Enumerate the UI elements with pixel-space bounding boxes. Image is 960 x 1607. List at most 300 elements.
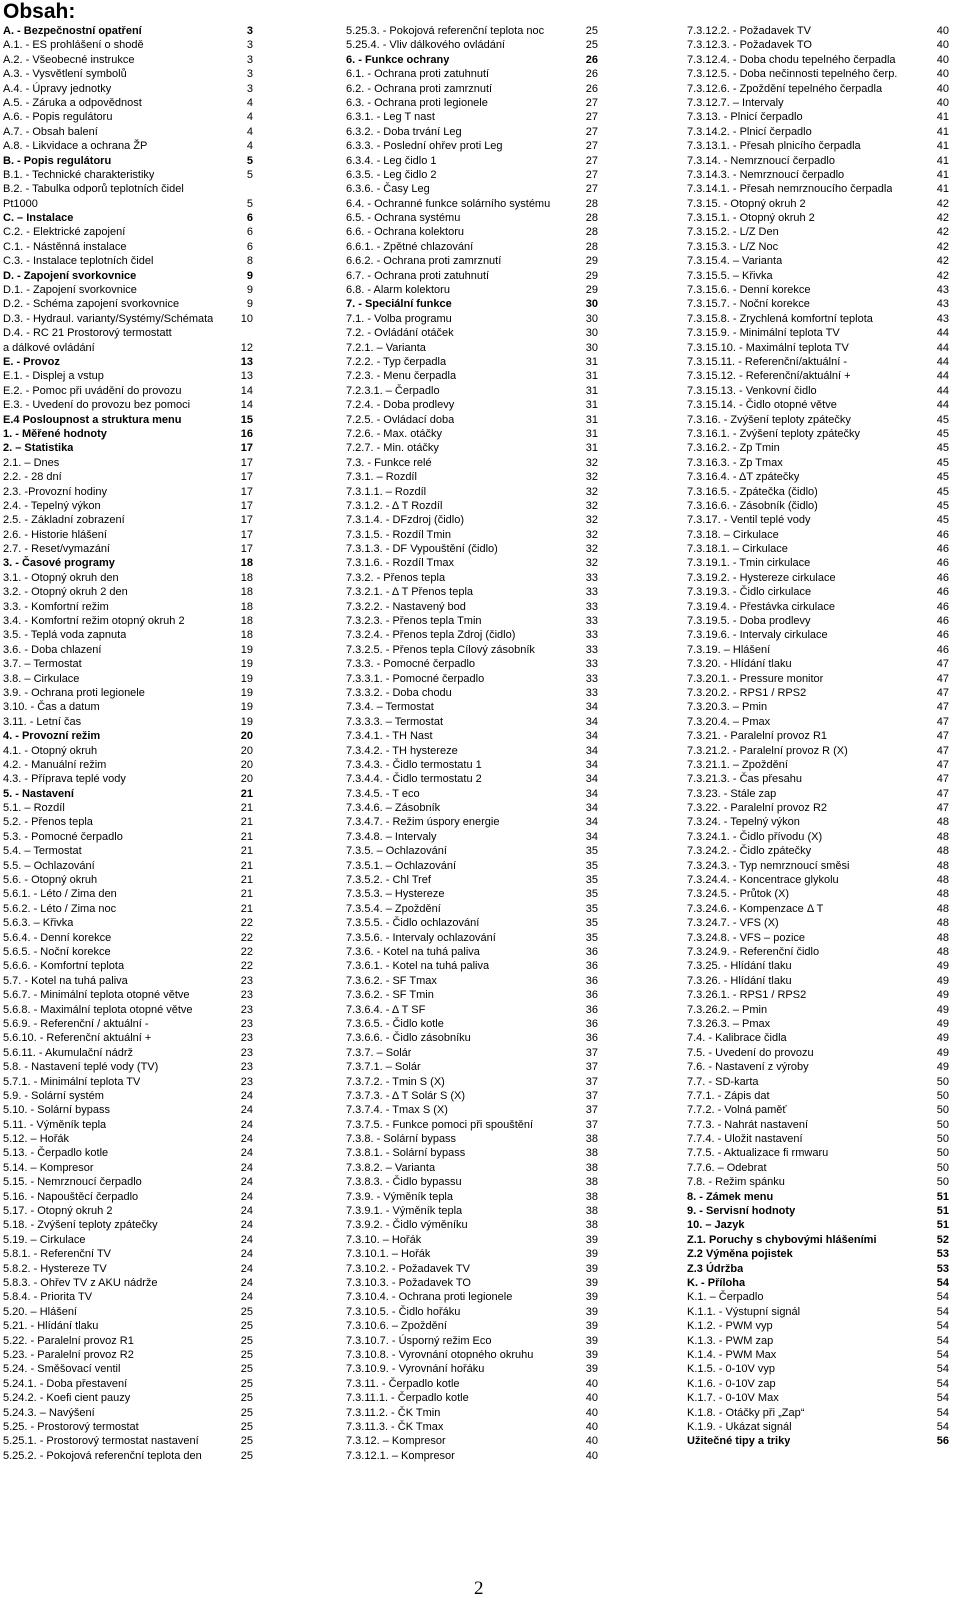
toc-entry-title: 7.3.5.2. - Chl Tref xyxy=(346,874,431,887)
toc-entry-title: 5.6.2. - Léto / Zima noc xyxy=(3,902,117,915)
toc-entry xyxy=(346,1348,598,1362)
toc-entry-title: 5.8.1. - Referenční TV xyxy=(3,1248,112,1261)
toc-entry xyxy=(346,916,598,930)
toc-entry xyxy=(346,974,598,988)
toc-entry xyxy=(346,628,598,642)
toc-entry-page: 25 xyxy=(240,1305,253,1318)
toc-entry-title: A.3. - Vysvětlení symbolů xyxy=(3,68,127,81)
toc-entry-page: 42 xyxy=(936,226,949,239)
toc-entry-title: 7.3.2.5. - Přenos tepla Cílový zásobník xyxy=(346,643,535,656)
toc-entry-title: 7.3.1. – Rozdíl xyxy=(346,471,417,484)
toc-entry-page: 28 xyxy=(585,197,598,210)
toc-entry-page: 46 xyxy=(936,528,949,541)
toc-entry-page: 44 xyxy=(936,327,949,340)
toc-entry xyxy=(346,873,598,887)
toc-entry-page: 39 xyxy=(585,1363,598,1376)
toc-entry-page: 49 xyxy=(936,1061,949,1074)
toc-entry-title: 7.3.17. - Ventil teplé vody xyxy=(687,514,811,527)
toc-entry xyxy=(3,859,253,873)
toc-entry xyxy=(3,1204,253,1218)
toc-entry-title: 7.3.16.2. - Zp Tmin xyxy=(687,442,780,455)
toc-entry xyxy=(3,887,253,901)
toc-entry-page: 50 xyxy=(936,1147,949,1160)
toc-entry xyxy=(687,959,949,973)
toc-entry xyxy=(687,1290,949,1304)
toc-entry-title: 7.3.12.7. – Intervaly xyxy=(687,96,784,109)
toc-entry-page: 49 xyxy=(936,989,949,1002)
toc-entry xyxy=(346,787,598,801)
toc-entry-page: 46 xyxy=(936,586,949,599)
toc-entry xyxy=(687,600,949,614)
page-title: Obsah: xyxy=(3,0,76,23)
toc-entry-title: D.2. - Schéma zapojení svorkovnice xyxy=(3,298,180,311)
toc-entry-title: K.1.9. - Ukázat signál xyxy=(687,1420,792,1433)
toc-entry xyxy=(3,873,253,887)
toc-entry-page: 50 xyxy=(936,1118,949,1131)
toc-entry-page: 41 xyxy=(936,140,949,153)
toc-entry-title: 7.3.10.4. - Ochrana proti legionele xyxy=(346,1291,513,1304)
toc-entry-page: 41 xyxy=(936,111,949,124)
toc-entry-page: 31 xyxy=(585,370,598,383)
toc-entry xyxy=(346,1218,598,1232)
toc-entry-title: 2.5. - Základní zobrazení xyxy=(3,514,125,527)
toc-entry-page: 21 xyxy=(240,830,253,843)
toc-entry xyxy=(346,139,598,153)
toc-entry-page: 47 xyxy=(936,787,949,800)
toc-entry-page: 38 xyxy=(585,1219,598,1232)
toc-entry xyxy=(346,1103,598,1117)
toc-entry xyxy=(687,240,949,254)
toc-entry-page: 17 xyxy=(240,543,253,556)
toc-entry-title: 7.3.10.3. - Požadavek TO xyxy=(346,1276,471,1289)
toc-entry-page: 40 xyxy=(936,53,949,66)
toc-entry xyxy=(346,355,598,369)
toc-entry xyxy=(346,585,598,599)
toc-entry-title: 7.3.1.1. – Rozdíl xyxy=(346,485,427,498)
toc-entry-page: 33 xyxy=(585,658,598,671)
toc-entry xyxy=(346,110,598,124)
toc-entry-title: K.1.6. - 0-10V zap xyxy=(687,1377,776,1390)
toc-entry-page: 25 xyxy=(240,1363,253,1376)
toc-entry-page: 39 xyxy=(585,1348,598,1361)
toc-entry xyxy=(346,715,598,729)
toc-entry-title: 7.7.3. - Nahrát nastavení xyxy=(687,1118,809,1131)
toc-entry-page: 27 xyxy=(585,96,598,109)
toc-entry-title: 5.10. - Solární bypass xyxy=(3,1104,111,1117)
toc-entry-page: 47 xyxy=(936,758,949,771)
toc-entry xyxy=(346,1175,598,1189)
toc-entry-title: 7.3.3.3. – Termostat xyxy=(346,715,444,728)
toc-entry-page: 29 xyxy=(585,255,598,268)
toc-entry-page: 24 xyxy=(240,1291,253,1304)
toc-entry-title: 7.3.15.13. - Venkovní čidlo xyxy=(687,384,817,397)
toc-entry-page: 18 xyxy=(240,629,253,642)
toc-entry xyxy=(687,456,949,470)
toc-entry-title: 10. – Jazyk xyxy=(687,1219,745,1232)
toc-entry-title: 7.3.15.1. - Otopný okruh 2 xyxy=(687,212,815,225)
toc-entry-title: 7.3.1.6. - Rozdíl Tmax xyxy=(346,557,455,570)
toc-entry xyxy=(346,312,598,326)
toc-entry xyxy=(346,1031,598,1045)
toc-entry-title: 7.3.2.1. - Δ T Přenos tepla xyxy=(346,586,473,599)
toc-entry-page: 36 xyxy=(585,1017,598,1030)
toc-entry-page: 39 xyxy=(585,1305,598,1318)
toc-entry-page: 27 xyxy=(585,125,598,138)
toc-entry-page: 31 xyxy=(585,442,598,455)
toc-entry-page: 39 xyxy=(585,1334,598,1347)
toc-entry-page: 33 xyxy=(585,571,598,584)
toc-entry-title: 6.3.3. - Poslední ohřev proti Leg xyxy=(346,140,503,153)
toc-entry-title: 7.3.26.3. – Pmax xyxy=(687,1017,771,1030)
toc-entry xyxy=(346,341,598,355)
toc-entry-page: 46 xyxy=(936,571,949,584)
toc-entry-page: 49 xyxy=(936,974,949,987)
toc-entry xyxy=(346,1319,598,1333)
toc-entry xyxy=(3,211,253,225)
toc-entry xyxy=(346,1146,598,1160)
toc-entry-title: K.1.3. - PWM zap xyxy=(687,1334,774,1347)
toc-entry xyxy=(687,1420,949,1434)
toc-entry-title: A.1. - ES prohlášení o shodě xyxy=(3,39,144,52)
toc-entry-title: 6.3.6. - Časy Leg xyxy=(346,183,430,196)
toc-entry-title: 7.3.1.5. - Rozdíl Tmin xyxy=(346,528,451,541)
toc-entry-title: 7.3.2.2. - Nastavený bod xyxy=(346,600,466,613)
toc-entry xyxy=(346,211,598,225)
toc-entry-page: 39 xyxy=(585,1276,598,1289)
toc-entry-title: 7.7.6. – Odebrat xyxy=(687,1161,767,1174)
toc-entry-page: 50 xyxy=(936,1075,949,1088)
toc-entry-page: 21 xyxy=(240,802,253,815)
toc-entry xyxy=(346,1118,598,1132)
toc-entry-page: 43 xyxy=(936,298,949,311)
toc-entry-page: 17 xyxy=(240,456,253,469)
toc-entry-title: 7.7.1. - Zápis dat xyxy=(687,1089,770,1102)
toc-entry-page: 40 xyxy=(585,1449,598,1462)
toc-entry-title: 7.3.6.2. - SF Tmax xyxy=(346,974,437,987)
toc-entry-page: 40 xyxy=(936,96,949,109)
toc-entry xyxy=(346,959,598,973)
toc-entry-page: 38 xyxy=(585,1190,598,1203)
toc-entry-page: 47 xyxy=(936,730,949,743)
toc-entry-title: 7.3.4.6. – Zásobník xyxy=(346,802,441,815)
toc-entry-page: 6 xyxy=(246,240,253,253)
toc-column-1 xyxy=(3,24,253,1463)
toc-entry-page: 17 xyxy=(240,471,253,484)
toc-entry-title: 7.3.11.1. - Čerpadlo kotle xyxy=(346,1392,469,1405)
toc-entry-title: 7.3.16.1. - Zvýšení teploty zpátečky xyxy=(687,427,861,440)
toc-entry-title: 7.3.26.2. – Pmin xyxy=(687,1003,768,1016)
toc-entry xyxy=(346,24,598,38)
toc-entry-page: 15 xyxy=(240,413,253,426)
toc-entry-title: 5.17. - Otopný okruh 2 xyxy=(3,1205,113,1218)
toc-entry xyxy=(3,225,253,239)
toc-entry-title: K. - Příloha xyxy=(687,1276,746,1289)
toc-entry-page: 19 xyxy=(240,643,253,656)
toc-entry xyxy=(3,744,253,758)
toc-entry-page: 40 xyxy=(936,39,949,52)
toc-entry-title: 7.3.15. - Otopný okruh 2 xyxy=(687,197,806,210)
toc-entry-title: 3.7. – Termostat xyxy=(3,658,82,671)
toc-entry-page: 27 xyxy=(585,111,598,124)
toc-entry xyxy=(3,672,253,686)
toc-entry-title: 5. - Nastavení xyxy=(3,787,74,800)
toc-entry-title: 5.6.5. - Noční korekce xyxy=(3,946,111,958)
toc-entry-page: 37 xyxy=(585,1104,598,1117)
toc-entry-title: A.6. - Popis regulátoru xyxy=(3,111,113,124)
toc-entry-page: 42 xyxy=(936,269,949,282)
toc-entry xyxy=(3,427,253,441)
toc-entry-page: 18 xyxy=(240,600,253,613)
toc-entry xyxy=(687,1334,949,1348)
toc-entry-page: 26 xyxy=(585,82,598,95)
toc-entry xyxy=(687,38,949,52)
toc-entry xyxy=(3,513,253,527)
toc-entry-page: 42 xyxy=(936,197,949,210)
toc-entry-page: 46 xyxy=(936,543,949,556)
toc-entry-page: 30 xyxy=(585,327,598,340)
toc-entry-title: 3.10. - Čas a datum xyxy=(3,701,100,714)
toc-entry-page: 25 xyxy=(585,39,598,52)
toc-entry-title: 7.3.6.2. - SF Tmin xyxy=(346,989,434,1002)
toc-entry xyxy=(346,1017,598,1031)
toc-entry xyxy=(687,1161,949,1175)
toc-entry-page: 51 xyxy=(936,1205,949,1218)
toc-entry-title: 2.4. - Tepelný výkon xyxy=(3,499,101,512)
toc-entry-title: Pt1000 xyxy=(3,197,38,210)
toc-entry xyxy=(3,499,253,513)
toc-entry-title: 7.3.6.5. - Čidlo kotle xyxy=(346,1017,444,1030)
toc-entry xyxy=(346,1075,598,1089)
toc-entry-title: 7.3.4.2. - TH hystereze xyxy=(346,744,458,757)
toc-entry-title: 7.3.10.1. – Hořák xyxy=(346,1248,431,1261)
toc-entry xyxy=(687,988,949,1002)
toc-entry-page: 17 xyxy=(240,528,253,541)
toc-entry-page: 52 xyxy=(936,1233,949,1246)
toc-entry-title: 7.3.24.9. - Referenční čidlo xyxy=(687,946,820,958)
toc-entry-page: 38 xyxy=(585,1133,598,1146)
toc-entry-page: 49 xyxy=(936,960,949,973)
toc-entry-title: 5.4. – Termostat xyxy=(3,845,82,858)
toc-entry-title: 7.3.15.14. - Čidlo otopné větve xyxy=(687,399,837,412)
toc-entry xyxy=(3,585,253,599)
toc-entry xyxy=(346,225,598,239)
toc-entry xyxy=(687,168,949,182)
toc-entry xyxy=(3,1103,253,1117)
toc-entry xyxy=(3,67,253,81)
toc-entry-page: 41 xyxy=(936,183,949,196)
toc-entry-page: 34 xyxy=(585,730,598,743)
toc-entry-title: 7.3.22. - Paralelní provoz R2 xyxy=(687,802,828,815)
toc-entry-page: 42 xyxy=(936,240,949,253)
toc-entry-title: 7.3.12.6. - Zpoždění tepelného čerpadla xyxy=(687,82,883,95)
toc-entry xyxy=(346,1161,598,1175)
toc-entry-title: 7.3.26. - Hlídání tlaku xyxy=(687,974,792,987)
toc-entry xyxy=(3,556,253,570)
toc-entry-title: 5.23. - Paralelní provoz R2 xyxy=(3,1348,134,1361)
toc-entry xyxy=(687,182,949,196)
toc-entry xyxy=(346,384,598,398)
toc-entry-page: 20 xyxy=(240,758,253,771)
toc-entry xyxy=(3,700,253,714)
toc-entry-title: B.1. - Technické charakteristiky xyxy=(3,168,155,181)
toc-entry xyxy=(346,815,598,829)
toc-entry-title: 7.3.3.1. - Pomocné čerpadlo xyxy=(346,672,485,685)
toc-entry xyxy=(687,1190,949,1204)
toc-entry-title: 7.3.21.1. – Zpoždění xyxy=(687,758,788,771)
toc-entry-title: 7.3.12.5. - Doba nečinnosti tepelného čerp. xyxy=(687,68,898,81)
toc-entry-title: 7.3.21.2. - Paralelní provoz R (X) xyxy=(687,744,848,757)
toc-entry-page: 54 xyxy=(936,1276,949,1289)
toc-entry-title: K.1.2. - PWM vyp xyxy=(687,1320,773,1333)
toc-entry xyxy=(687,384,949,398)
toc-entry-page: 47 xyxy=(936,701,949,714)
toc-entry-title: 5.16. - Napouštěcí čerpadlo xyxy=(3,1190,139,1203)
toc-entry-title: 7.3.5.3. – Hystereze xyxy=(346,888,445,901)
toc-entry-title: 6.2. - Ochrana proti zamrznutí xyxy=(346,82,493,95)
toc-entry-page: 17 xyxy=(240,442,253,455)
toc-entry-title: 7.3.10.9. - Vyrovnání hořáku xyxy=(346,1363,485,1376)
toc-entry-title: E. - Provoz xyxy=(3,355,60,368)
toc-entry xyxy=(687,326,949,340)
toc-entry-title: B.2. - Tabulka odporů teplotních čidel xyxy=(3,183,184,196)
toc-entry-title: Z.1. Poruchy s chybovými hlášeními xyxy=(687,1233,877,1246)
toc-entry-title: 7.3.18. – Cirkulace xyxy=(687,528,779,541)
toc-entry-page: 33 xyxy=(585,686,598,699)
toc-entry xyxy=(3,614,253,628)
toc-entry xyxy=(3,1276,253,1290)
toc-entry-page: 47 xyxy=(936,744,949,757)
toc-entry-title: 7.2.1. – Varianta xyxy=(346,341,426,354)
toc-entry-title: 5.22. - Paralelní provoz R1 xyxy=(3,1334,134,1347)
toc-entry xyxy=(346,614,598,628)
toc-entry-title: 7.3.11.3. - ČK Tmax xyxy=(346,1420,444,1433)
toc-entry xyxy=(3,413,253,427)
toc-entry-page: 4 xyxy=(246,111,253,124)
toc-entry xyxy=(687,154,949,168)
toc-entry xyxy=(3,715,253,729)
toc-entry-title: 5.2. - Přenos tepla xyxy=(3,816,93,829)
toc-entry-title: 7.3.3.2. - Doba chodu xyxy=(346,686,452,699)
toc-entry-page: 34 xyxy=(585,715,598,728)
toc-entry-title: 6.1. - Ochrana proti zatuhnutí xyxy=(346,68,490,81)
toc-entry-page: 54 xyxy=(936,1305,949,1318)
toc-entry-page: 38 xyxy=(585,1161,598,1174)
toc-entry-title: 6.3.1. - Leg T nast xyxy=(346,111,435,124)
toc-entry-page: 24 xyxy=(240,1276,253,1289)
toc-entry-title: 2.1. – Dnes xyxy=(3,456,60,469)
toc-entry xyxy=(346,1391,598,1405)
toc-entry xyxy=(346,686,598,700)
toc-entry xyxy=(3,110,253,124)
toc-entry xyxy=(3,441,253,455)
toc-entry-title: 7.3.20. - Hlídání tlaku xyxy=(687,658,792,671)
toc-entry-page: 22 xyxy=(240,931,253,944)
toc-entry xyxy=(3,1031,253,1045)
toc-entry xyxy=(687,542,949,556)
toc-entry-page: 48 xyxy=(936,888,949,901)
toc-entry xyxy=(3,1406,253,1420)
toc-entry-title: K.1. – Čerpadlo xyxy=(687,1291,764,1304)
toc-entry-page: 34 xyxy=(585,816,598,829)
toc-entry xyxy=(3,456,253,470)
toc-entry-title: K.1.4. - PWM Max xyxy=(687,1348,777,1361)
toc-entry-page: 35 xyxy=(585,917,598,930)
toc-entry-title: 7.2.3. - Menu čerpadla xyxy=(346,370,457,383)
toc-entry-title: 7.3.14.2. - Plnicí čerpadlo xyxy=(687,125,812,138)
toc-entry-page: 54 xyxy=(936,1334,949,1347)
toc-entry-page: 47 xyxy=(936,672,949,685)
toc-entry-page: 39 xyxy=(585,1291,598,1304)
toc-entry-title: 5.6.1. - Léto / Zima den xyxy=(3,888,117,901)
toc-entry-page: 35 xyxy=(585,931,598,944)
toc-entry-page: 22 xyxy=(240,946,253,958)
toc-entry xyxy=(3,168,253,182)
toc-entry-page: 46 xyxy=(936,600,949,613)
toc-entry-page: 48 xyxy=(936,917,949,930)
toc-entry xyxy=(3,1017,253,1031)
toc-entry-page: 21 xyxy=(240,874,253,887)
toc-entry-page: 32 xyxy=(585,528,598,541)
toc-entry-page: 37 xyxy=(585,1061,598,1074)
toc-entry-page: 6 xyxy=(246,212,253,225)
toc-entry xyxy=(3,801,253,815)
toc-entry-title: 7.3.13.1. - Přesah plnicího čerpadla xyxy=(687,140,861,153)
toc-entry-page: 36 xyxy=(585,946,598,958)
toc-entry-page: 18 xyxy=(240,615,253,628)
toc-entry-title: 7.8. - Režim spánku xyxy=(687,1176,785,1189)
toc-entry-page: 34 xyxy=(585,830,598,843)
toc-entry-title: 7.3.5.4. – Zpoždění xyxy=(346,902,441,915)
toc-entry-page: 47 xyxy=(936,686,949,699)
toc-entry-title: 5.6.3. – Křivka xyxy=(3,917,74,930)
toc-entry-title: 7.3.9. - Výměník tepla xyxy=(346,1190,453,1203)
toc-entry-title: 5.6.9. - Referenční / aktuální - xyxy=(3,1017,149,1030)
toc-entry xyxy=(346,772,598,786)
toc-entry xyxy=(687,859,949,873)
toc-entry xyxy=(687,82,949,96)
toc-entry-page: 23 xyxy=(240,989,253,1002)
toc-entry xyxy=(3,974,253,988)
toc-entry-title: 7.3.12.4. - Doba chodu tepelného čerpadla xyxy=(687,53,896,66)
toc-entry-title: A.8. - Likvidace a ochrana ŽP xyxy=(3,140,148,153)
toc-entry-page: 46 xyxy=(936,557,949,570)
toc-entry-page: 5 xyxy=(246,197,253,210)
toc-entry-title: 7.3.5. – Ochlazování xyxy=(346,845,447,858)
toc-entry-title: 8. - Zámek menu xyxy=(687,1190,774,1203)
toc-entry xyxy=(687,513,949,527)
toc-entry-title: 7.3.8. - Solární bypass xyxy=(346,1133,457,1146)
toc-entry-page: 48 xyxy=(936,946,949,958)
toc-entry xyxy=(687,1017,949,1031)
toc-entry xyxy=(346,326,598,340)
toc-entry-page: 20 xyxy=(240,744,253,757)
toc-entry-page: 24 xyxy=(240,1133,253,1146)
toc-entry-title: 7.3.9.2. - Čidlo výměníku xyxy=(346,1219,468,1232)
toc-entry xyxy=(3,82,253,96)
toc-entry-page: 4 xyxy=(246,96,253,109)
toc-entry xyxy=(687,441,949,455)
toc-entry-page: 48 xyxy=(936,845,949,858)
toc-entry xyxy=(346,1362,598,1376)
toc-entry xyxy=(346,456,598,470)
toc-entry-page: 24 xyxy=(240,1176,253,1189)
toc-entry xyxy=(346,96,598,110)
toc-entry-page: 32 xyxy=(585,456,598,469)
toc-entry-page: 3 xyxy=(246,53,253,66)
toc-entry xyxy=(687,1103,949,1117)
toc-entry-title: 5.24. - Směšovací ventil xyxy=(3,1363,121,1376)
toc-entry-title: 7.3.1.3. - DF Vypouštění (čidlo) xyxy=(346,543,498,556)
